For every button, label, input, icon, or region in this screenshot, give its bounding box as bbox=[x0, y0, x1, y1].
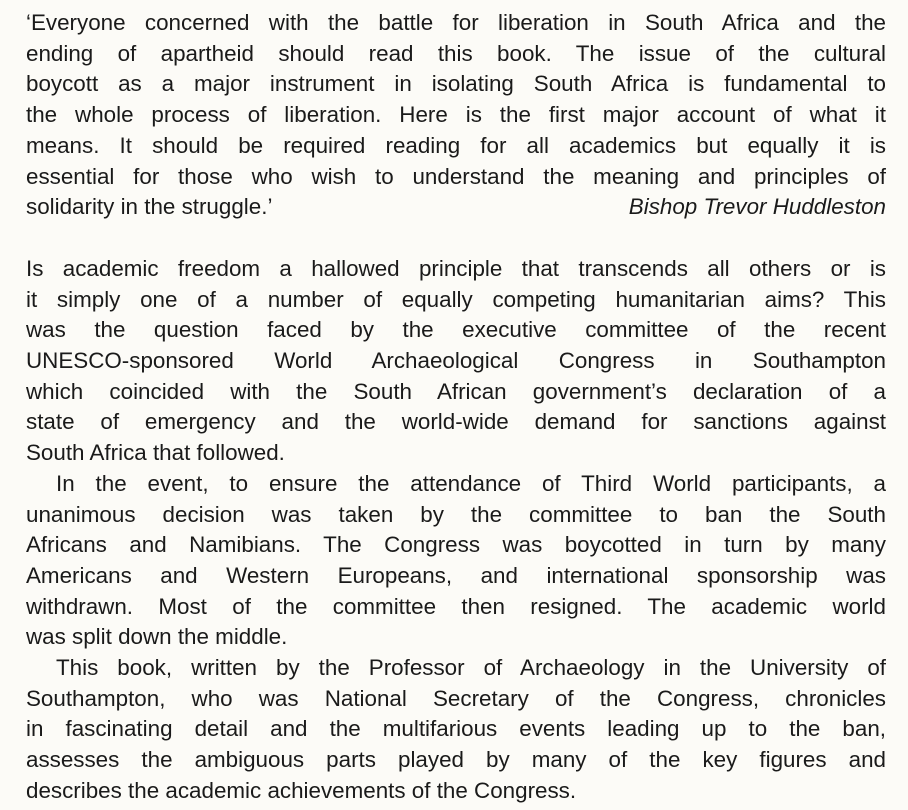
paragraph-line: was the question faced by the executive committee of the recent bbox=[26, 317, 886, 343]
paragraph-line: withdrawn. Most of the committee then resigned. The academic world bbox=[26, 593, 886, 619]
quote-final-line bbox=[26, 192, 886, 223]
paragraph-line: Americans and Western Europeans, and international sponsorship was bbox=[26, 562, 886, 588]
paragraph-line: which coincided with the South African government’s declaration of a bbox=[26, 378, 886, 404]
endorsement-quote bbox=[26, 8, 886, 223]
paragraph-line: This book, written by the Professor of Archaeology in the University of bbox=[56, 655, 886, 681]
paragraph-line: describes the academic achievements of the Congress. bbox=[26, 777, 577, 803]
paragraph-line: Southampton, who was National Secretary of the Congress, chronicles bbox=[26, 685, 886, 711]
paragraph-line: UNESCO-sponsored World Archaeological Congress in Southampton bbox=[26, 348, 886, 374]
paragraph-line: South Africa that followed. bbox=[26, 440, 285, 466]
paragraph-line: Africans and Namibians. The Congress was boycotted in turn by many bbox=[26, 532, 886, 558]
paragraph-line: In the event, to ensure the attendance of Third World participants, a bbox=[56, 470, 886, 496]
paragraph-gap bbox=[26, 223, 886, 254]
quote-line: ‘Everyone concerned with the battle for liberation in South Africa and the bbox=[26, 10, 886, 35]
quote-line: solidarity in the struggle.’ bbox=[26, 194, 273, 220]
paragraph-line: in fascinating detail and the multifarious events leading up to the ban, bbox=[26, 716, 886, 742]
quote-line: means. It should be required reading for all academics but equally it is bbox=[26, 132, 886, 158]
paragraph-line: assesses the ambiguous parts played by many of the key figures and bbox=[26, 747, 886, 773]
quote-line: ending of apartheid should read this book. The issue of the cultural bbox=[26, 40, 886, 66]
paragraph-1 bbox=[26, 254, 886, 469]
paragraph-line: it simply one of a number of equally competing humanitarian aims? This bbox=[26, 286, 886, 312]
paragraph-line: unanimous decision was taken by the committee to ban the South bbox=[26, 501, 886, 527]
quote-line: essential for those who wish to understand the meaning and principles of bbox=[26, 163, 886, 189]
quote-line: the whole process of liberation. Here is the first major account of what it bbox=[26, 102, 886, 128]
book-blurb bbox=[26, 8, 886, 807]
paragraph-3 bbox=[26, 653, 886, 807]
paragraph-line: Is academic freedom a hallowed principle that transcends all others or is bbox=[26, 255, 886, 281]
paragraph-2 bbox=[26, 469, 886, 653]
paragraph-line: was split down the middle. bbox=[26, 624, 288, 650]
quote-line: boycott as a major instrument in isolating South Africa is fundamental to bbox=[26, 71, 886, 97]
quote-attribution: Bishop Trevor Huddleston bbox=[628, 194, 886, 220]
paragraph-line: state of emergency and the world-wide demand for sanctions against bbox=[26, 409, 886, 435]
